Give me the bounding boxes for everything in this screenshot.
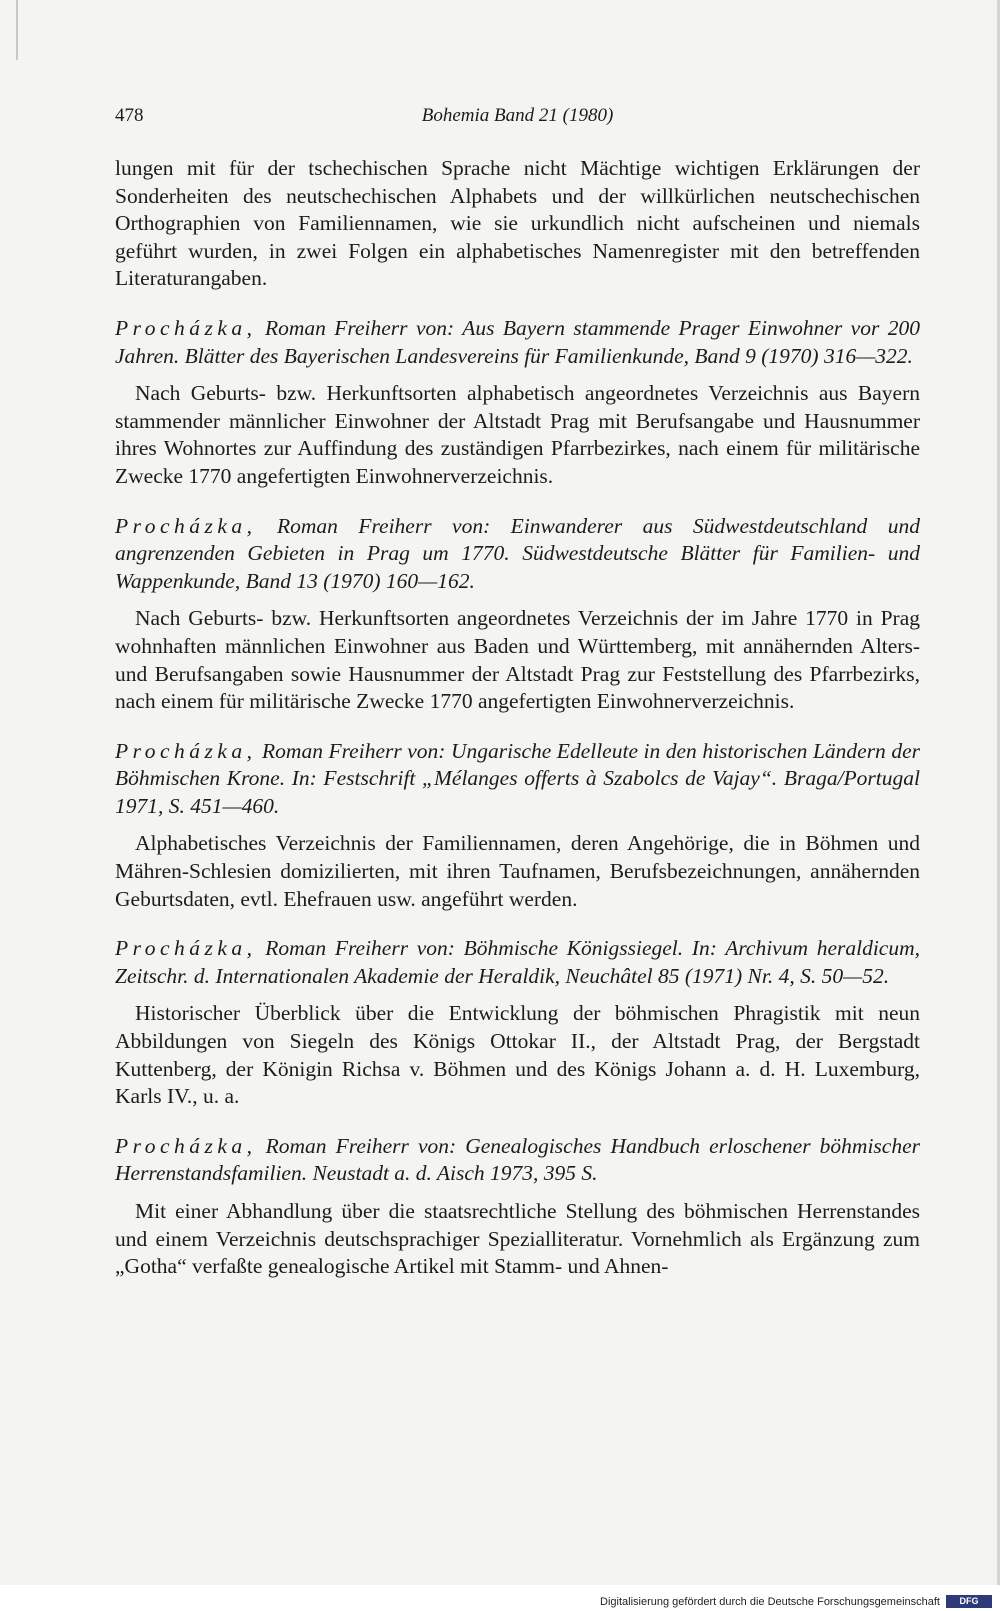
entry-author: Procházka, xyxy=(115,513,257,538)
running-title: Bohemia Band 21 (1980) xyxy=(421,105,614,126)
entry-citation-text: Roman Freiherr von: Aus Bayern stammende Prager Einwohner vor 200 Jahren. Blätter des Bayerischen Landesvereins für Familienkunde, Band 9 (1970) 316—322. xyxy=(115,315,920,368)
entry-author: Procházka, xyxy=(115,738,257,763)
entry-description: Nach Geburts- bzw. Herkunftsorten angeordnetes Verzeichnis der im Jahre 1770 in Prag wohnhaften männlichen Einwohner aus Baden und Württemberg, mit annähernden Alters- und Berufsangaben sowie Hausnummer der Altstadt Prag zur Feststellung des Pfarrbezirks, nach einem für militärische Zwecke 1770 angefertigten Einwohnerverzeichnis. xyxy=(115,606,920,714)
entry-citation-text: Roman Freiherr von: Einwanderer aus Südwestdeutschland und angrenzenden Gebieten in Prag um 1770. Südwestdeutsche Blätter für Familien- und Wappenkunde, Band 13 (1970) 160—162. xyxy=(115,513,920,593)
entry-author: Procházka, xyxy=(115,936,257,961)
digitization-credit: Digitalisierung gefördert durch die Deutsche Forschungsgemeinschaft xyxy=(600,1596,940,1608)
entry-citation xyxy=(115,738,920,821)
entry-citation xyxy=(115,935,920,990)
continuation-paragraph: lungen mit für der tschechischen Sprache nicht Mächtige wichtigen Erklärungen der Sonderheiten des neutschechischen Alphabets und der willkürlichen neutschechischen Orthographien von Familiennamen, wie sie urkundlich nicht aufscheinen und niemals geführt wurden, in zwei Folgen ein alphabetisches Namenregister mit den betreffenden Literaturangaben. xyxy=(115,156,920,291)
bibliography-entry xyxy=(115,315,920,491)
entry-description: Mit einer Abhandlung über die staatsrechtliche Stellung des böhmischen Herrenstandes und einem Verzeichnis deutschsprachiger Spezialliteratur. Vornehmlich als Ergänzung zum „Gotha“ verfaßte genealogische Artikel mit Stamm- und Ahnen- xyxy=(115,1199,920,1279)
entry-citation-text: Roman Freiherr von: Genealogisches Handbuch erloschener böhmischer Herrenstandsfamilien. Neustadt a. d. Aisch 1973, 395 S. xyxy=(115,1133,920,1186)
entry-citation-text: Roman Freiherr von: Böhmische Königssiegel. In: Archivum heraldicum, Zeitschr. d. Internationalen Akademie der Heraldik, Neuchâtel 85 (1971) Nr. 4, S. 50—52. xyxy=(115,936,920,988)
entry-citation xyxy=(115,513,920,596)
bibliography-entry xyxy=(115,513,920,716)
entry-author: Procházka, xyxy=(115,1133,257,1158)
page-content xyxy=(115,155,920,1281)
entry-citation xyxy=(115,1133,920,1188)
bibliography-entry xyxy=(115,1133,920,1281)
entry-description: Nach Geburts- bzw. Herkunftsorten alphabetisch angeordnetes Verzeichnis aus Bayern stammender männlicher Einwohner der Altstadt Prag mit Berufsangabe und Hausnummer ihres Wohnortes zur Auffindung des zuständigen Pfarrbezirkes, nach einem für militärische Zwecke 1770 angefertigten Einwohnerverzeichnis. xyxy=(115,381,920,488)
dfg-logo-icon: DFG xyxy=(946,1595,992,1608)
bibliography-entry xyxy=(115,935,920,1111)
entry-description: Alphabetisches Verzeichnis der Familiennamen, deren Angehörige, die in Böhmen und Mähren-Schlesien domizilierten, mit ihren Taufnamen, Berufsbezeichnungen, annähernden Geburtsdaten, evtl. Ehefrauen usw. angeführt werden. xyxy=(115,831,920,911)
page-number: 478 xyxy=(115,105,144,126)
page-header xyxy=(115,105,920,135)
entry-author: Procházka, xyxy=(115,315,257,340)
entry-description: Historischer Überblick über die Entwicklung der böhmischen Phragistik mit neun Abbildungen von Siegeln des Königs Ottokar II., der Altstadt Prag, der Bergstadt Kuttenberg, der Königin Richsa v. Böhmen und des Königs Johann a. d. H. Luxemburg, Karls IV., u. a. xyxy=(115,1001,920,1109)
scan-edge-mark xyxy=(16,0,18,60)
entry-citation-text: Roman Freiherr von: Ungarische Edelleute in den historischen Ländern der Böhmischen Krone. In: Festschrift „Mélanges offerts à Szabolcs de Vajay“. Braga/Portugal 1971, S. 451—460. xyxy=(115,738,920,818)
entry-citation xyxy=(115,315,920,370)
bibliography-entry xyxy=(115,738,920,914)
